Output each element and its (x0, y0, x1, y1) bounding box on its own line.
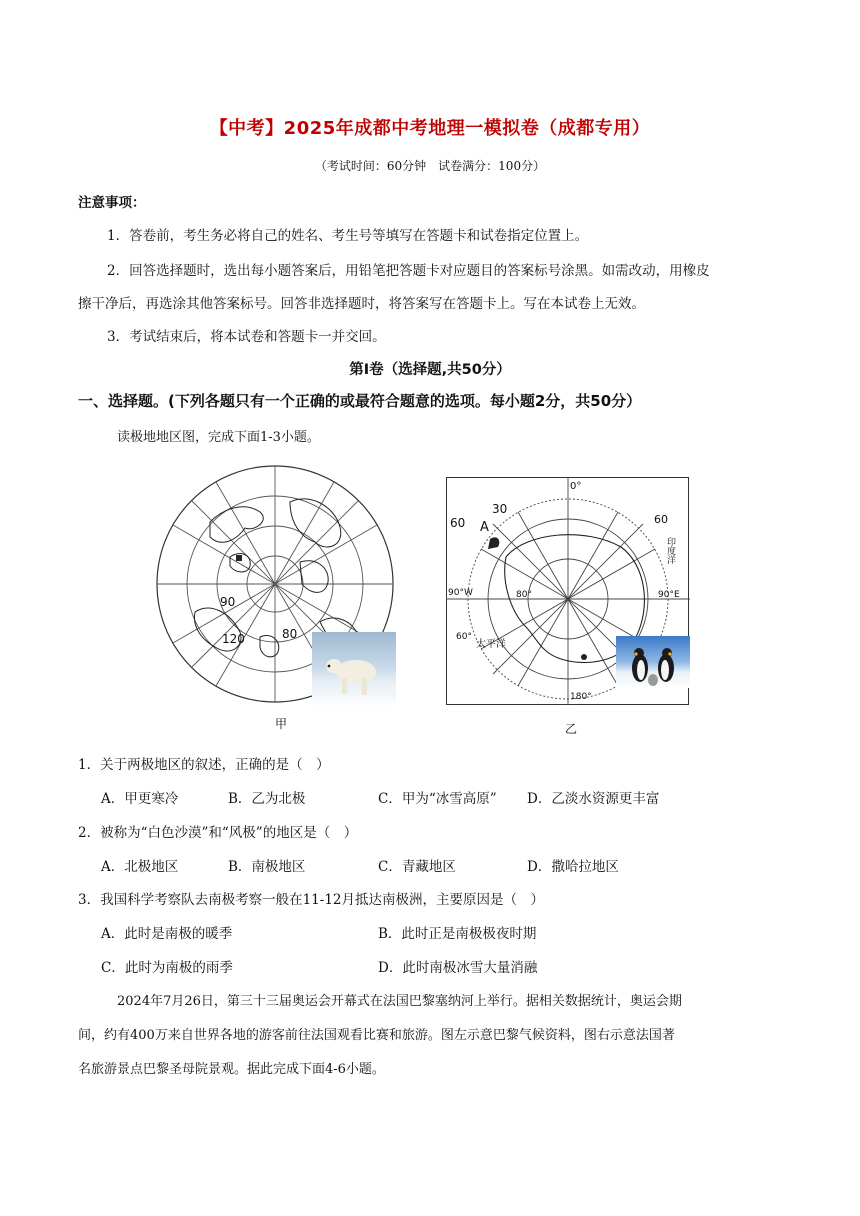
right-figure-caption: 乙 (565, 722, 578, 736)
left-figure-caption: 甲 (275, 717, 288, 731)
indian-ocean-label: 印度洋 (665, 537, 675, 564)
part-title: 第Ⅰ卷（选择题,共50分） (349, 362, 511, 378)
question-3-option-b: B．此时正是南极极夜时期 (378, 926, 537, 942)
notice-item-3: 3．考试结束后，将本试卷和答题卡一并交回。 (107, 329, 386, 345)
right-label-90w: 90°W (448, 588, 473, 598)
polar-bear-photo (312, 632, 396, 708)
passage-line-1: 2024年7月26日，第三十三届奥运会开幕式在法国巴黎塞纳河上举行。据相关数据统计，奥运会期 (117, 994, 682, 1009)
notice-item-1: 1．答卷前，考生务必将自己的姓名、考生号等填写在答题卡和试卷指定位置上。 (107, 228, 589, 244)
left-label-80: 80 (282, 627, 298, 641)
left-label-90: 90 (220, 595, 236, 609)
question-1-option-a: A．甲更寒冷 (101, 791, 179, 807)
question-3-stem: 3．我国科学考察队去南极考察一般在11-12月抵达南极洲，主要原因是（ ） (78, 892, 545, 908)
question-1-option-b: B．乙为北极 (228, 791, 306, 807)
notice-item-2-cont: 擦干净后，再选涂其他答案标号。回答非选择题时，将答案写在答题卡上。写在本试卷上无效。 (78, 296, 645, 312)
question-1-option-c: C．甲为“冰雪高原” (378, 791, 497, 807)
passage-line-2: 间，约有400万来自世界各地的游客前往法国观看比赛和旅游。图左示意巴黎气候资料，图右示意法国著 (78, 1028, 675, 1043)
point-a-label: A (480, 520, 489, 535)
right-label-60-sw: 60° (456, 632, 472, 642)
notice-item-2: 2．回答选择题时，选出每小题答案后，用铅笔把答题卡对应题目的答案标号涂黑。如需改动，用橡皮 (107, 263, 710, 279)
right-label-30: 30 (492, 502, 508, 516)
section-title: 一、选择题。(下列各题只有一个正确的或最符合题意的选项。每小题2分，共50分） (78, 392, 642, 410)
question-3-option-c: C．此时为南极的雨季 (101, 960, 233, 976)
question-3-option-a: A．此时是南极的暖季 (101, 926, 233, 942)
passage-line-3: 名旅游景点巴黎圣母院景观。据此完成下面4-6小题。 (78, 1062, 385, 1077)
exam-info: （考试时间：60分钟 试卷满分：100分） (314, 159, 546, 173)
question-1-option-d: D．乙淡水资源更丰富 (527, 791, 660, 807)
right-label-90e: 90°E (658, 590, 680, 600)
right-label-60-e: 60 (654, 513, 668, 526)
intro-text: 读极地地区图，完成下面1-3小题。 (117, 430, 320, 445)
right-label-0: 0° (570, 481, 582, 492)
notice-heading: 注意事项： (78, 195, 146, 211)
question-2-option-a: A．北极地区 (101, 859, 179, 875)
question-2-stem: 2．被称为“白色沙漠”和“风极”的地区是（ ） (78, 825, 358, 841)
pacific-ocean-label: 太平洋 (476, 639, 506, 650)
left-label-120: 120 (222, 632, 245, 646)
question-3-option-d: D．此时南极冰雪大量消融 (378, 960, 538, 976)
question-2-option-b: B．南极地区 (228, 859, 306, 875)
penguin-photo (616, 636, 690, 688)
right-label-60-w: 60 (450, 516, 466, 530)
right-label-180: 180° (570, 692, 592, 702)
page-title: 【中考】2025年成都中考地理一模拟卷（成都专用） (209, 118, 651, 139)
question-2-option-c: C．青藏地区 (378, 859, 456, 875)
question-2-option-d: D．撒哈拉地区 (527, 859, 619, 875)
question-1-stem: 1．关于两极地区的叙述，正确的是（ ） (78, 757, 330, 773)
right-label-80: 80° (516, 590, 532, 600)
